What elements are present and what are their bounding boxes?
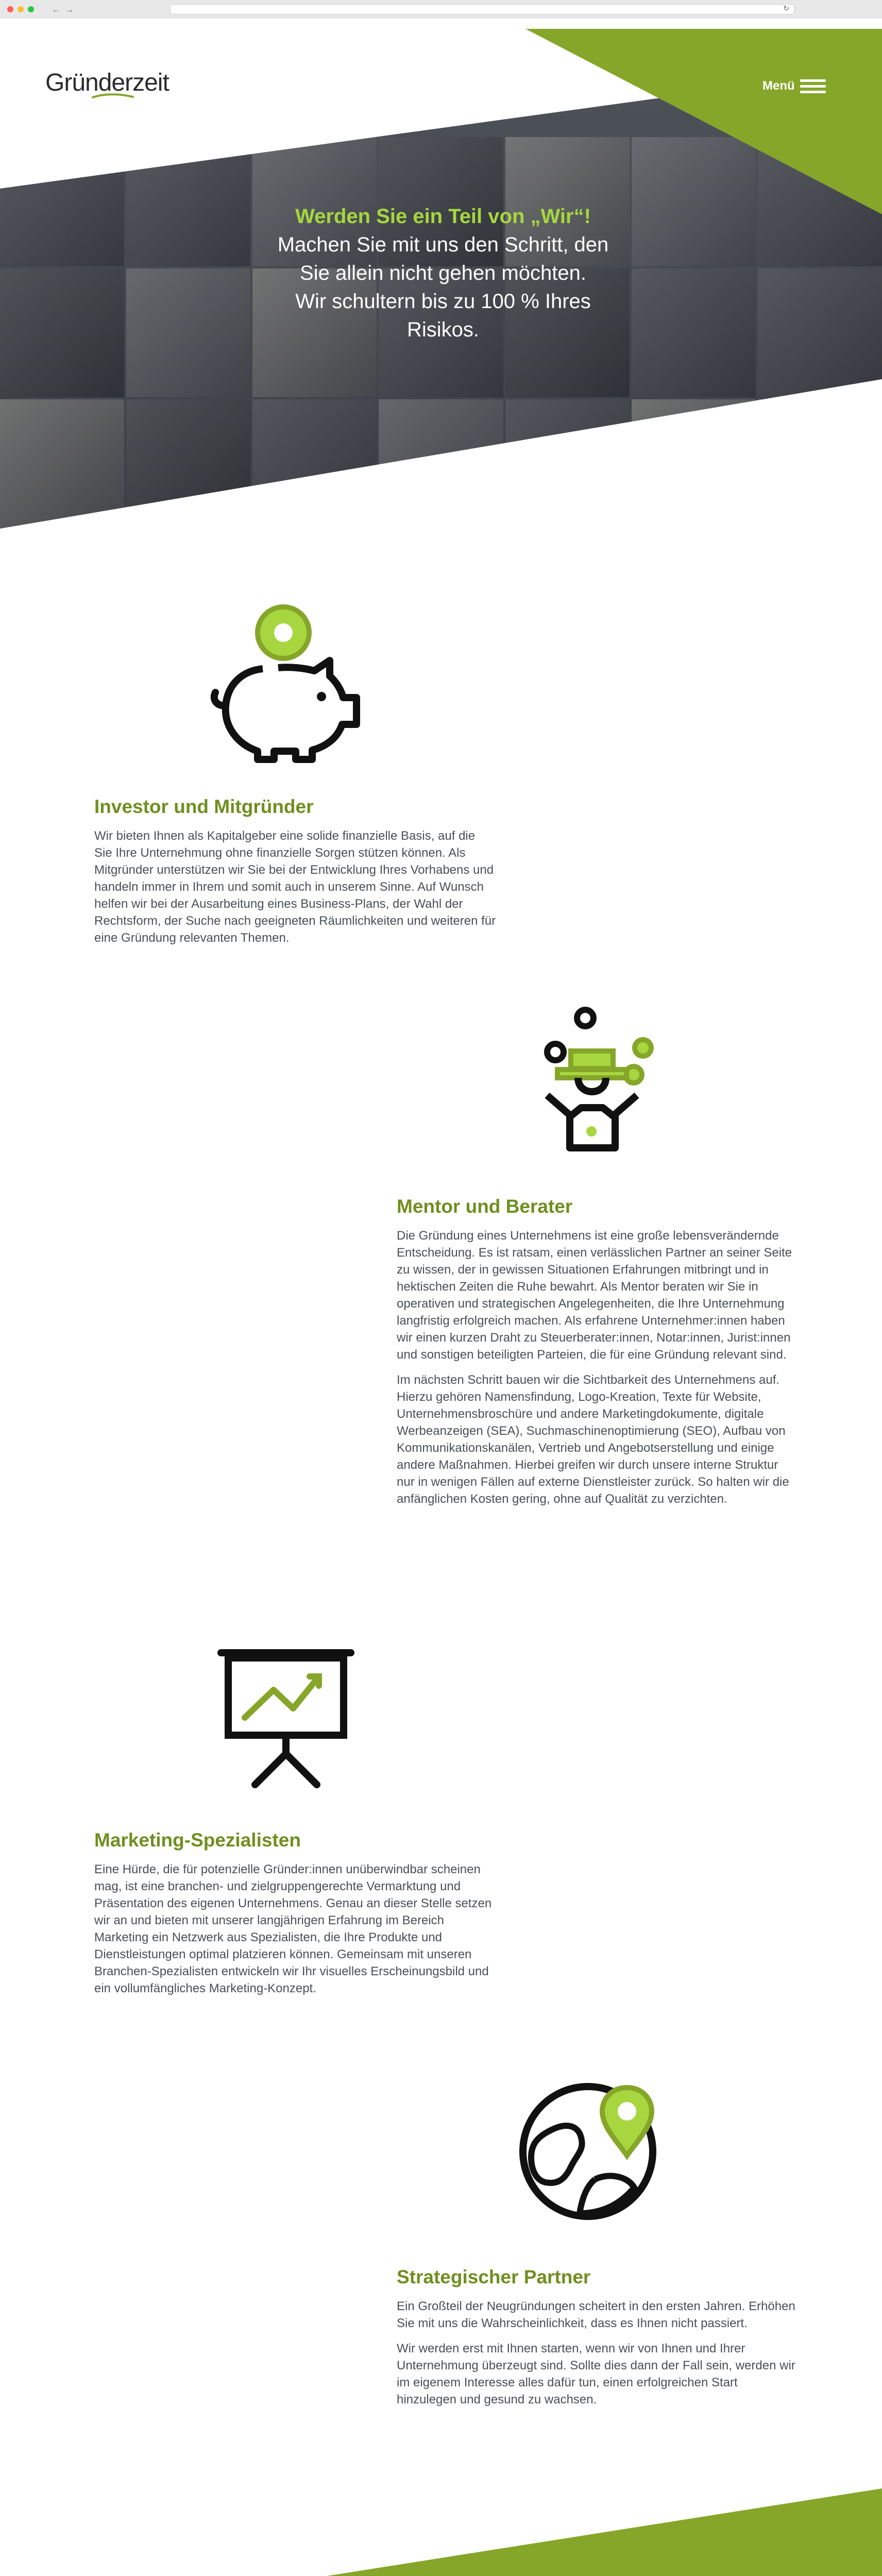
reload-icon[interactable]: ↻: [783, 4, 789, 12]
marketing-section: [94, 1829, 496, 2005]
hero-line-4: Risikos.: [406, 318, 480, 341]
hero-accent-line: Werden Sie ein Teil von „Wir“!: [295, 205, 591, 228]
piggy-bank-icon: [206, 597, 361, 766]
hero-line-1: Machen Sie mit uns den Schritt, den: [277, 233, 609, 256]
globe-location-icon: [517, 2078, 661, 2223]
forward-arrow-icon[interactable]: →: [65, 4, 74, 14]
investor-text: Wir bieten Ihnen als Kapitalgeber eine solide finanzielle Basis, auf die Sie Ihre Unternehmung ohne finanzielle Sorgen stützen können. Als Mitgründer unterstützen wir Sie bei der Entwicklung Ihres Vorhabens und handeln immer in Ihrem und somit auch in unserem Sinne. Auf Wunsch helfen wir bei der Ausarbeitung eines Business-Plans, der Wahl der Rechtsform, der Suche nach geeigneten Räumlichkeiten und weiteren für eine Gründung relevanten Themen.: [94, 829, 496, 945]
browser-toolbar: [0, 0, 882, 19]
mentor-text-1: Die Gründung eines Unternehmens ist eine große lebensverändernde Entscheidung. Es ist ratsam, einen verlässlichen Partner an seiner Seite zu wissen, der in gewissen Situationen Erfahrungen mitbringt und in hektischen Zeiten die Ruhe bewahrt. Als Mentor beraten wir Sie in operativen und strategischen Angelegenheiten, die Ihre Unternehmung langfristig erfolgreich machen. Als erfahrene Unternehmer:innen haben wir einen kurzen Draht zu Steuerberater:innen, Notar:innen, Jurist:innen und sonstigen beteiligten Parteien, die für eine Gründung relevant sind.: [397, 1229, 792, 1362]
hero-line-3: Wir schultern bis zu 100 % Ihres: [295, 290, 591, 313]
contact-footer-background: [0, 2488, 882, 2576]
juggler-icon: [520, 1003, 670, 1157]
back-arrow-icon[interactable]: ←: [52, 4, 61, 14]
logo-swoosh-icon: [92, 93, 134, 100]
address-bar[interactable]: [170, 4, 794, 14]
close-window-dot[interactable]: [7, 6, 13, 12]
hero-line-2: Sie allein nicht gehen möchten.: [300, 262, 586, 284]
investor-section: [94, 795, 496, 955]
minimize-window-dot[interactable]: [18, 6, 24, 12]
partner-text-1: Ein Großteil der Neugründungen scheitert in den ersten Jahren. Erhöhen Sie mit uns die Wahrscheinlichkeit, dass es Ihnen nicht passiert.: [397, 2299, 795, 2330]
site-logo[interactable]: Gründerzeit: [45, 69, 169, 96]
maximize-window-dot[interactable]: [28, 6, 34, 12]
mentor-section: [397, 1195, 799, 1516]
mentor-text-2: Im nächsten Schritt bauen wir die Sichtbarkeit des Unternehmens auf. Hierzu gehören Namensfindung, Logo-Kreation, Texte für Website, Unternehmensbroschüre und andere Marketingdokumente, digitale Werbeanzeigen (SEA), Suchmaschinenoptimierung (SEO), Aufbau von Kommunikationskanälen, Vertrieb und Angebotserstellung und einige andere Maßnahmen. Hierbei greifen wir durch unsere interne Struktur nur in wenigen Fällen auf externe Dienstleister zurück. So halten wir die anfänglichen Kosten gering, ohne auf Qualität zu verzichten.: [397, 1373, 789, 1506]
marketing-title: Marketing-Spezialisten: [94, 1829, 301, 1851]
partner-title: Strategischer Partner: [397, 2266, 591, 2287]
marketing-text: Eine Hürde, die für potenzielle Gründer:innen unüberwindbar scheinen mag, ist eine branchen- und zielgruppengerechte Vermarktung und Präsentation des eigenen Unternehmens. Genau an dieser Stelle setzen wir an und bieten mit unserer langjährigen Erfahrung im Bereich Marketing ein Netzwerk aus Spezialisten, die Ihre Produkte und Dienstleistungen optimal platzieren können. Gemeinsam mit unseren Branchen-Spezialisten entwickeln wir Ihr visuelles Erscheinungsbild und ein vollumfängliches Marketing-Konzept.: [94, 1862, 492, 1995]
menu-button[interactable]: [762, 77, 826, 95]
partner-text-2: Wir werden erst mit Ihnen starten, wenn wir von Ihnen und Ihrer Unternehmung überzeugt sind. Sollte dies dann der Fall sein, werden wir im eigenem Interesse alles dafür tun, einen erfolgreichen Start hinzulegen und gesund zu wachsen.: [397, 2342, 795, 2406]
mentor-title: Mentor und Berater: [397, 1196, 573, 1217]
hamburger-icon: [800, 77, 826, 95]
menu-label: Menü: [762, 79, 795, 93]
investor-title: Investor und Mitgründer: [94, 796, 314, 817]
presentation-chart-icon: [209, 1640, 363, 1795]
partner-section: [397, 2266, 799, 2416]
hero-headline: [222, 202, 665, 344]
